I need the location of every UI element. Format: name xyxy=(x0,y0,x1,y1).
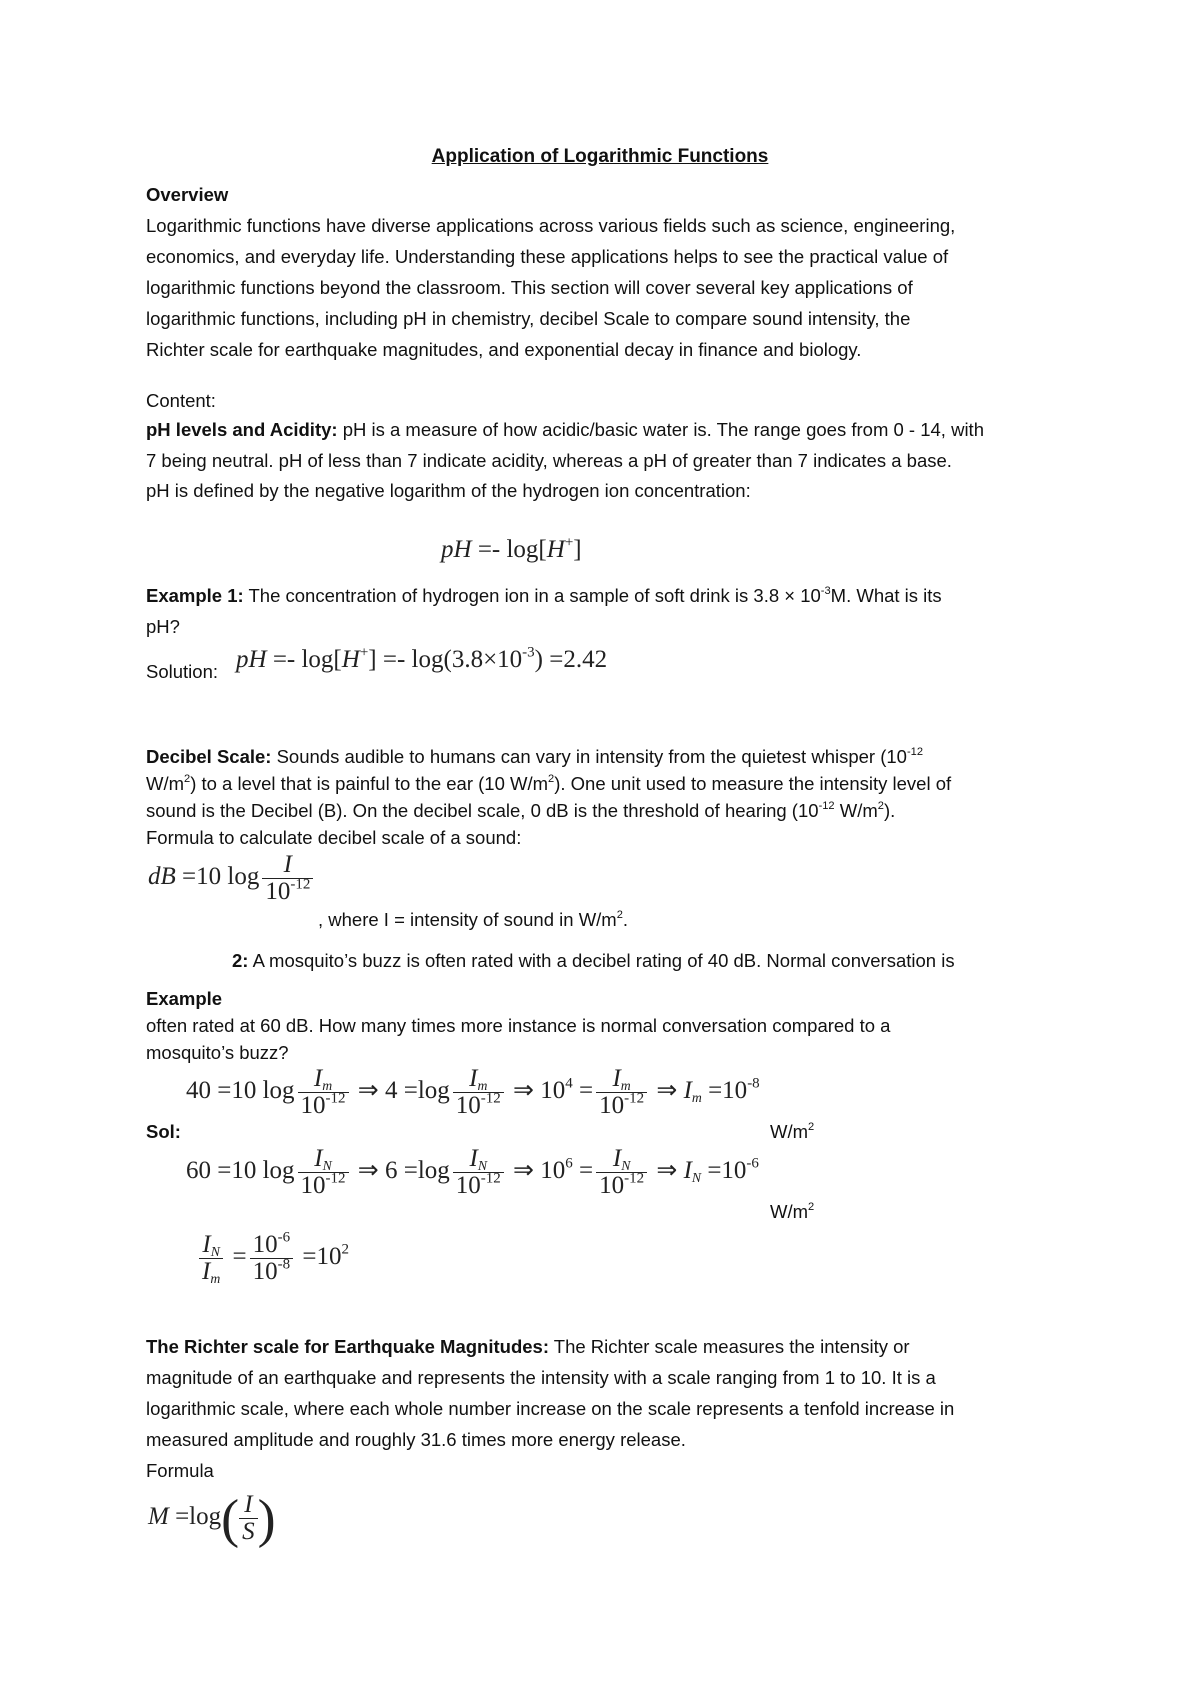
sol-label: Sol: xyxy=(146,1121,181,1142)
decibel-heading: Decibel Scale: xyxy=(146,746,272,767)
content-label: Content: xyxy=(146,390,216,411)
richter-formula: M =log( $\frac{I}{S}$ ) xyxy=(148,1488,276,1549)
overview-line: Richter scale for earthquake magnitudes, and exponential decay in finance and biology. xyxy=(146,339,862,360)
overview-line: logarithmic functions, including pH in chemistry, decibel Scale to compare sound intensity, the xyxy=(146,308,911,329)
richter-line: magnitude of an earthquake and represents the intensity with a scale ranging from 1 to 10. It is a xyxy=(146,1367,936,1388)
unit-label: $W/m^2$ xyxy=(770,1121,815,1142)
overview-heading: Overview xyxy=(146,184,229,205)
decibel-line: sound is the Decibel (B). On the decibel scale, 0 dB is the threshold of hearing ($10^{-12}$ $W/m^2$). xyxy=(146,800,896,821)
example-2-line: often rated at 60 dB. How many times more instance is normal conversation compared to a xyxy=(146,1015,891,1036)
page-title: Application of Logarithmic Functions xyxy=(431,146,769,167)
richter-line: measured amplitude and roughly 31.6 times more energy release. xyxy=(146,1429,686,1450)
decibel-formula: dB =10 log $\frac{I}{10^{-12}}$ xyxy=(148,852,316,905)
ph-heading: pH levels and Acidity: xyxy=(146,419,338,440)
decibel-line: $W/m^2$) to a level that is painful to the ear (10 $W/m^2$). One unit used to measure the intensity level of xyxy=(146,773,952,794)
overview-line: Logarithmic functions have diverse applications across various fields such as science, engineering, xyxy=(146,215,956,236)
example-label: Example xyxy=(146,988,223,1009)
decibel-line: Decibel Scale: Sounds audible to humans can vary in intensity from the quietest whisper ($10^{-12}$ xyxy=(146,746,924,767)
decibel-where: , where I = intensity of sound in $W/m^2$. xyxy=(318,909,629,930)
example-2-line: mosquito’s buzz? xyxy=(146,1042,289,1063)
ph-example-line: Example 1: The concentration of hydrogen ion in a sample of soft drink is $3.8 \times 10^{-3}M$. What is its xyxy=(146,585,942,606)
ph-example-line: pH? xyxy=(146,616,180,637)
solution-label: Solution: xyxy=(146,661,218,682)
overview-line: logarithmic functions beyond the classroom. This section will cover several key applications of xyxy=(146,277,913,298)
ph-paragraph-line: 7 being neutral. pH of less than 7 indicate acidity, whereas a pH of greater than 7 indicates a base. xyxy=(146,450,952,471)
richter-line: logarithmic scale, where each whole number increase on the scale represents a tenfold increase in xyxy=(146,1398,955,1419)
overview-line: economics, and everyday life. Understanding these applications helps to see the practical value of xyxy=(146,246,949,267)
example-2-line: 2: A mosquito’s buzz is often rated with a decibel rating of 40 dB. Normal conversation is xyxy=(232,950,955,971)
ph-paragraph-line: pH is defined by the negative logarithm of the hydrogen ion concentration: xyxy=(146,480,751,501)
ratio-equation: $\frac{I_N}{I_m}$ = $\frac{10^{-6}}{10^{-8}}$ $=10^2$ xyxy=(196,1232,349,1285)
ph-formula: pH =- log[H+] xyxy=(441,534,582,563)
conversation-equation: 60 =10 log $\frac{I_N}{10^{-12}}$ ⇒ 6 =log $\frac{I_N}{10^{-12}}$ ⇒ $10^6$ = $\frac{I_N}{10^{-12}}$ ⇒ $I_N =10^{-6}$ xyxy=(186,1145,759,1199)
richter-line: The Richter scale for Earthquake Magnitudes: The Richter scale measures the intensity or xyxy=(146,1336,910,1357)
decibel-line: Formula to calculate decibel scale of a sound: xyxy=(146,827,522,848)
unit-label: $W/m^2$ xyxy=(770,1201,815,1222)
example-1-label: Example 1: xyxy=(146,585,244,606)
mosquito-equation: 40 =10 log $\frac{I_m}{10^{-12}}$ ⇒ 4 =log $\frac{I_m}{10^{-12}}$ ⇒ $10^4$ = $\frac{I_m}{10^{-12}}$ ⇒ $I_m =10^{-8}$ xyxy=(186,1065,760,1119)
formula-label: Formula xyxy=(146,1460,214,1481)
richter-heading: The Richter scale for Earthquake Magnitudes: xyxy=(146,1336,549,1357)
ph-paragraph-line: pH levels and Acidity: pH is a measure of how acidic/basic water is. The range goes from 0 - 14, with xyxy=(146,419,984,440)
ph-solution-formula: pH =- $\log[H^+] =- \log(3.8\times 10^{-3}) =2.42$ xyxy=(236,644,608,673)
